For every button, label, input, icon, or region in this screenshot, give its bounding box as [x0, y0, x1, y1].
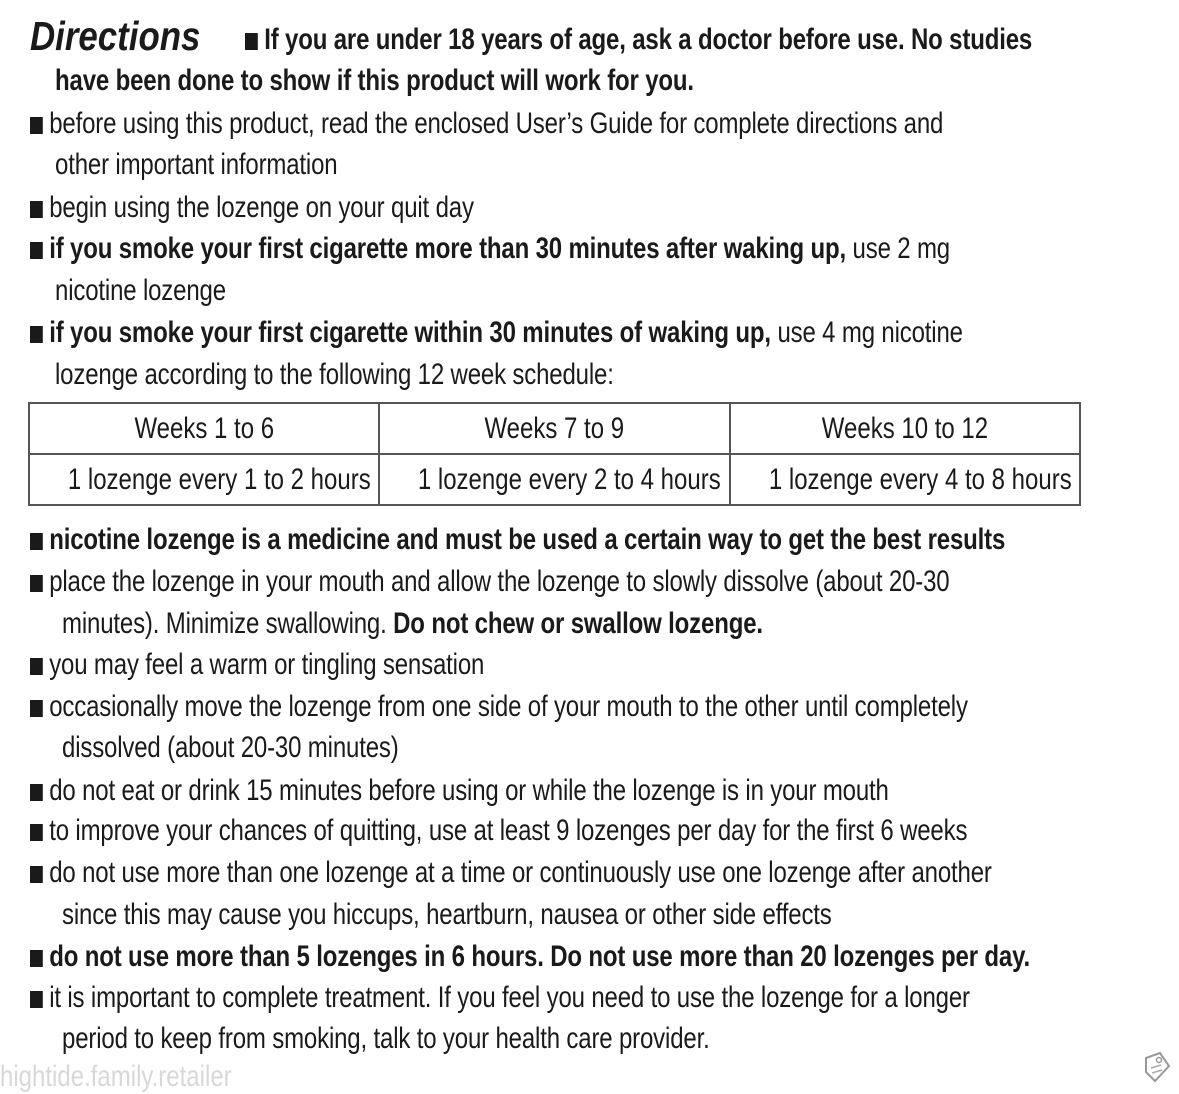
list-item: you may feel a warm or tingling sensation	[30, 645, 484, 685]
bullet-icon	[30, 866, 43, 883]
intro-line-2: have been done to show if this product will work for you.	[55, 64, 694, 97]
bullet-icon	[30, 658, 43, 675]
table-header-cell: Weeks 10 to 12	[730, 403, 1080, 454]
list-item-continuation: lozenge according to the following 12 week schedule:	[55, 358, 614, 391]
table-cell: 1 lozenge every 4 to 8 hours	[730, 454, 1080, 505]
bullet-icon	[30, 117, 43, 134]
schedule-table	[28, 402, 1081, 506]
watermark: hightide.family.retailer	[0, 1060, 232, 1093]
list-item: if you smoke your first cigarette more than 30 minutes after waking up, use 2 mg	[30, 229, 950, 269]
list-item: place the lozenge in your mouth and allow the lozenge to slowly dissolve (about 20-30	[30, 562, 950, 602]
bullet-icon	[30, 784, 43, 801]
list-item: do not eat or drink 15 minutes before using or while the lozenge is in your mouth	[30, 771, 889, 811]
bullet-icon	[30, 824, 43, 841]
list-item: nicotine lozenge is a medicine and must be used a certain way to get the best results	[30, 520, 1005, 560]
bullet-icon	[30, 991, 43, 1008]
list-item: before using this product, read the enclosed User’s Guide for complete directions and	[30, 104, 943, 144]
intro-line-1: If you are under 18 years of age, ask a doctor before use. No studies	[245, 20, 1032, 60]
list-item-continuation: dissolved (about 20-30 minutes)	[62, 731, 399, 764]
list-item: occasionally move the lozenge from one side of your mouth to the other until completely	[30, 687, 968, 727]
tag-icon	[1142, 1050, 1172, 1084]
table-row	[29, 454, 1080, 505]
list-item: do not use more than one lozenge at a time or continuously use one lozenge after another	[30, 853, 992, 893]
directions-heading: Directions	[30, 13, 201, 59]
bullet-icon	[30, 533, 43, 550]
bullet-icon	[30, 326, 43, 343]
list-item-continuation: since this may cause you hiccups, heartburn, nausea or other side effects	[62, 898, 832, 931]
bullet-icon	[30, 950, 43, 967]
list-item: if you smoke your first cigarette within 30 minutes of waking up, use 4 mg nicotine	[30, 313, 963, 353]
list-item: to improve your chances of quitting, use at least 9 lozenges per day for the first 6 weeks	[30, 811, 967, 851]
table-header-cell: Weeks 1 to 6	[29, 403, 379, 454]
bullet-icon	[30, 700, 43, 717]
list-item: do not use more than 5 lozenges in 6 hours. Do not use more than 20 lozenges per day.	[30, 937, 1030, 977]
bullet-icon	[245, 33, 258, 50]
bullet-icon	[30, 242, 43, 259]
list-item-continuation: period to keep from smoking, talk to your health care provider.	[62, 1022, 710, 1055]
bullet-icon	[30, 575, 43, 592]
list-item: it is important to complete treatment. If you feel you need to use the lozenge for a longer	[30, 978, 970, 1018]
list-item: begin using the lozenge on your quit day	[30, 188, 474, 228]
list-item-continuation: minutes). Minimize swallowing. Do not chew or swallow lozenge.	[62, 607, 763, 640]
list-item-continuation: nicotine lozenge	[55, 274, 226, 307]
table-cell: 1 lozenge every 1 to 2 hours	[29, 454, 379, 505]
table-header-row	[29, 403, 1080, 454]
table-header-cell: Weeks 7 to 9	[379, 403, 729, 454]
list-item-continuation: other important information	[55, 148, 338, 181]
bullet-icon	[30, 201, 43, 218]
table-cell: 1 lozenge every 2 to 4 hours	[379, 454, 729, 505]
